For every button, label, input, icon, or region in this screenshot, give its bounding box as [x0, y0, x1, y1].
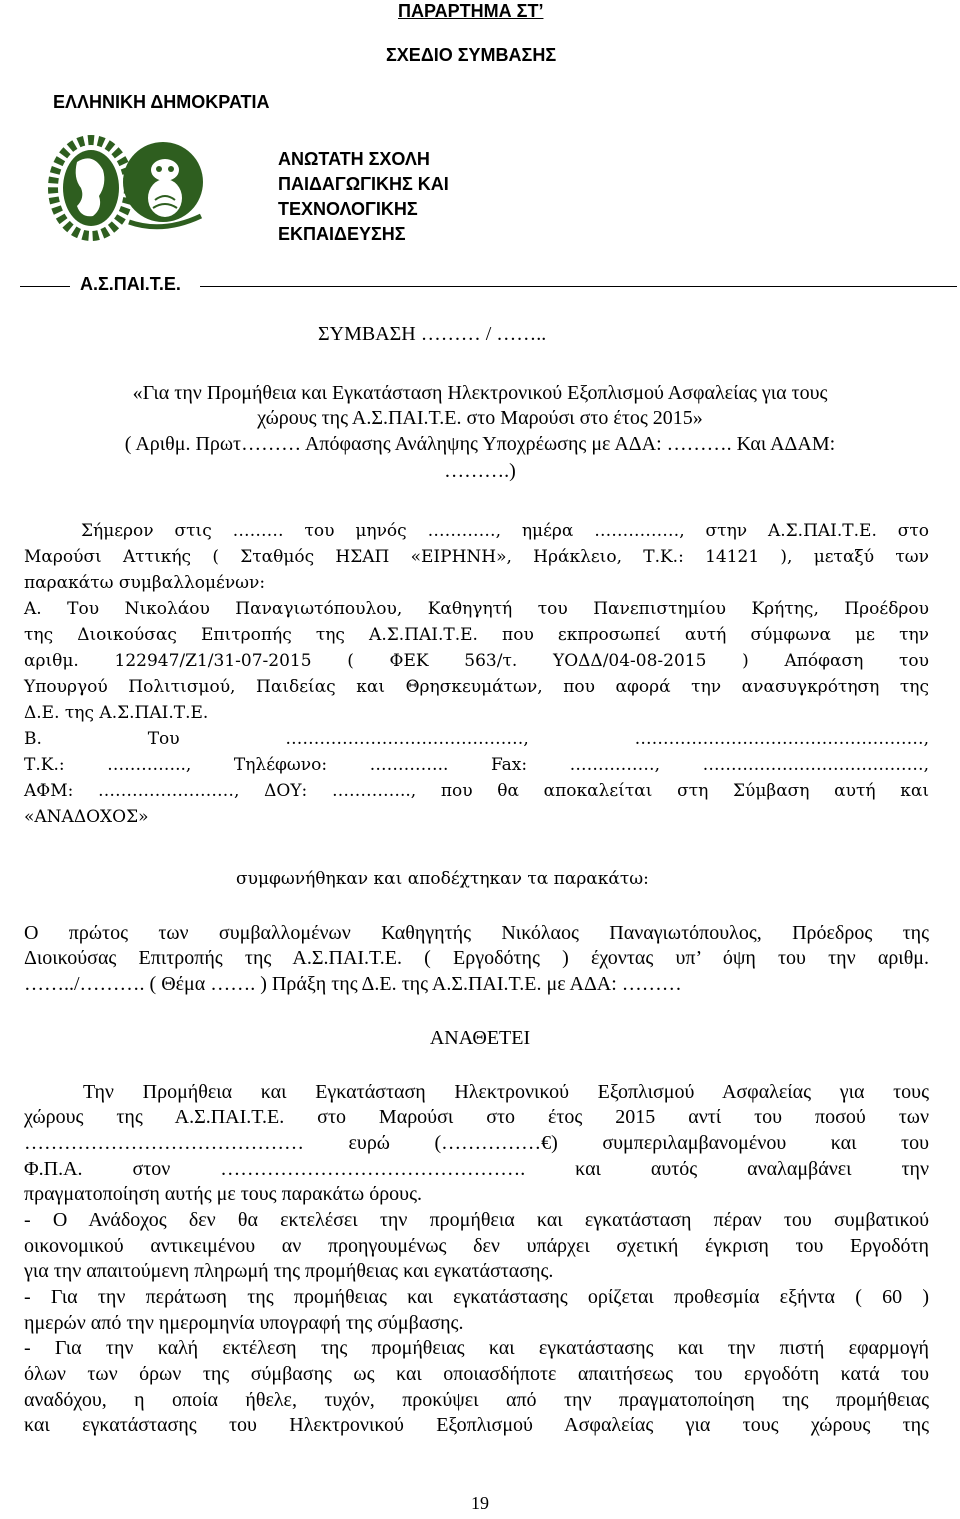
- rule-left: [20, 286, 70, 287]
- intro-line: Σήμερον στις ……… του μηνός …………, ημέρα ……………, στην Α.Σ.ΠΑΙ.Τ.Ε. στο: [81, 521, 929, 541]
- school-name: [278, 147, 449, 247]
- party-b-line: «ΑΝΑΔΟΧΟΣ»: [24, 807, 149, 827]
- terms-line: Φ.Π.Α. στον ………………………………………. και αυτός αναλαμβάνει την: [24, 1158, 929, 1180]
- party-b-line: ΑΦΜ: ……………………, ΔΟΥ: ………….., που θα αποκαλείται στη Σύμβαση αυτή και: [24, 781, 929, 801]
- annex-title: ΠΑΡΑΡΤΗΜΑ ΣΤ’: [398, 1, 544, 21]
- party-b-line: Β. Του ……………………………………, ……………………………………………,: [24, 729, 929, 749]
- agreed-heading: συμφωνήθηκαν και αποδέχτηκαν τα παρακάτω:: [236, 869, 649, 889]
- party-a-line: Α. Του Νικολάου Παναγιωτόπουλου, Καθηγητή του Πανεπιστημίου Κρήτης, Προέδρου: [24, 599, 929, 619]
- terms-line: …………………………………… ευρώ (……………€) συμπεριλαμβανομένου και του: [24, 1132, 929, 1154]
- terms-line: για την απαιτούμενη πληρωμή της προμήθειας και εγκατάστασης.: [24, 1260, 554, 1282]
- school-name-line: ΤΕΧΝΟΛΟΓΙΚΗΣ: [278, 199, 418, 219]
- intro-line: Μαρούσι Αττικής ( Σταθμός ΗΣΑΠ «ΕΙΡΗΝΗ», Ηράκλειο, Τ.Κ.: 14121 ), μεταξύ των: [24, 547, 929, 567]
- school-name-line: ΕΚΠΑΙΔΕΥΣΗΣ: [278, 224, 406, 244]
- terms-line: Την Προμήθεια και Εγκατάσταση Ηλεκτρονικού Εξοπλισμού Ασφαλείας για τους: [83, 1081, 929, 1103]
- terms-line: όλων των όρων της σύμβασης ως και οποιασδήποτε απαιτήσεως του εργοδότη κατά του: [24, 1363, 929, 1385]
- subject-line: χώρους της Α.Σ.ΠΑΙ.Τ.Ε. στο Μαρούσι στο έτος 2015»: [257, 407, 703, 429]
- party-a-line: Δ.Ε. της Α.Σ.ΠΑΙ.Τ.Ε.: [24, 703, 209, 723]
- acronym: Α.Σ.ΠΑΙ.Τ.Ε.: [80, 274, 181, 294]
- draft-title: ΣΧΕΔΙΟ ΣΥΜΒΑΣΗΣ: [386, 45, 557, 65]
- subject-line: ( Αριθμ. Πρωτ……… Απόφασης Ανάληψης Υποχρέωσης με ΑΔΑ: ………. Και ΑΔΑΜ:: [124, 433, 836, 455]
- terms-line: - Για την καλή εκτέλεση της προμήθειας και εγκατάστασης και την πιστή εφαρμογή: [24, 1337, 929, 1359]
- school-logo: [33, 122, 213, 262]
- terms-line: ημερών από την ημερομηνία υπογραφή της σύμβασης.: [24, 1312, 464, 1334]
- party-b-line: Τ.Κ.: ………….., Τηλέφωνο: ………….. Fax: ……………, …………………………………,: [24, 755, 929, 775]
- subject-line: ……….): [444, 460, 516, 482]
- terms-line: και εγκατάστασης του Ηλεκτρονικού Εξοπλισμού Ασφαλείας για τους χώρους της: [24, 1414, 929, 1436]
- intro-line: παρακάτω συμβαλλομένων:: [24, 573, 266, 593]
- first-party-line: Ο πρώτος των συμβαλλομένων Καθηγητής Νικόλαος Παναγιωτόπουλος, Πρόεδρος της: [24, 922, 929, 944]
- school-name-line: ΠΑΙΔΑΓΩΓΙΚΗΣ ΚΑΙ: [278, 174, 449, 194]
- terms-line: - Για την περάτωση της προμήθειας και εγκατάστασης ορίζεται προθεσμία εξήντα ( 60 ): [24, 1286, 929, 1308]
- party-a-line: της Διοικούσας Επιτροπής της Α.Σ.ΠΑΙ.Τ.Ε. που εκπροσωπεί αυτή σύμφωνα με την: [24, 625, 929, 645]
- terms-line: οικονομικού αντικειμένου αν προηγουμένως δεν υπάρχει σχετική έγκριση του Εργοδότη: [24, 1235, 929, 1257]
- republic-heading: ΕΛΛΗΝΙΚΗ ΔΗΜΟΚΡΑΤΙΑ: [53, 92, 270, 112]
- assigns-heading: ΑΝΑΘΕΤΕΙ: [429, 1027, 531, 1049]
- page-number: 19: [471, 1493, 489, 1513]
- terms-line: αναδόχου, η οποία ήθελε, τυχόν, προκύψει από την πραγματοποίηση της προμήθειας: [24, 1389, 929, 1411]
- first-party-line: ……../………. ( Θέμα ……. ) Πράξη της Δ.Ε. της Α.Σ.ΠΑΙ.Τ.Ε. με ΑΔΑ: ………: [24, 973, 682, 995]
- rule-right: [200, 286, 957, 287]
- first-party-line: Διοικούσας Επιτροπής της Α.Σ.ΠΑΙ.Τ.Ε. ( Εργοδότης ) έχοντας υπ’ όψη του την αριθμ.: [24, 947, 929, 969]
- school-name-line: ΑΝΩΤΑΤΗ ΣΧΟΛΗ: [278, 149, 430, 169]
- terms-line: πραγματοποίηση αυτής με τους παρακάτω όρους.: [24, 1183, 423, 1205]
- subject-line: «Για την Προμήθεια και Εγκατάσταση Ηλεκτρονικού Εξοπλισμού Ασφαλείας για τους: [132, 382, 828, 404]
- terms-line: χώρους της Α.Σ.ΠΑΙ.Τ.Ε. στο Μαρούσι στο έτος 2015 αντί του ποσού των: [24, 1106, 929, 1128]
- party-a-line: Υπουργού Πολιτισμού, Παιδείας και Θρησκευμάτων, που αφορά την ανασυγκρότηση της: [24, 677, 929, 697]
- contract-title: ΣΥΜΒΑΣΗ ……… / ……..: [318, 323, 547, 345]
- party-a-line: αριθμ. 122947/Ζ1/31-07-2015 ( ΦΕΚ 563/τ. ΥΟΔΔ/04-08-2015 ) Απόφαση του: [24, 651, 929, 671]
- terms-line: - Ο Ανάδοχος δεν θα εκτελέσει την προμήθεια και εγκατάσταση πέραν του συμβατικού: [24, 1209, 929, 1231]
